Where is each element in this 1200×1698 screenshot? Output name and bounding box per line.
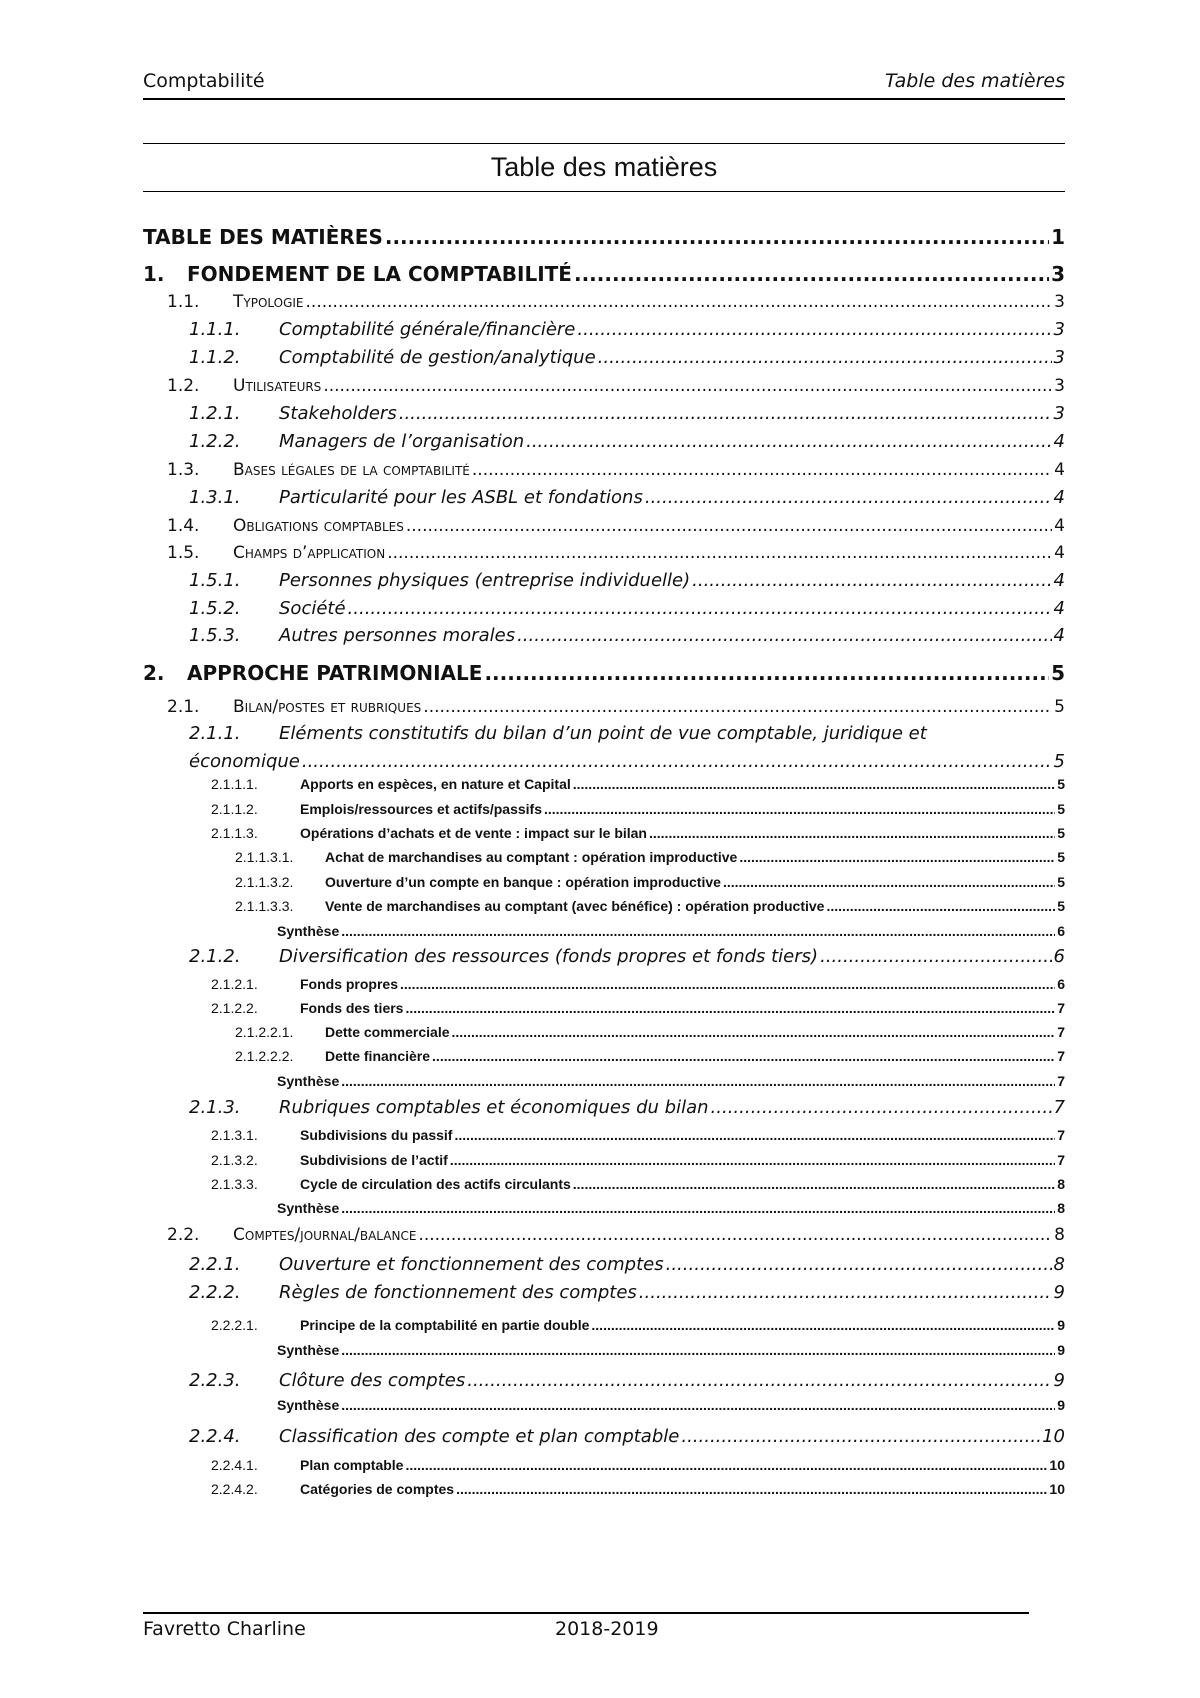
toc-entry[interactable] bbox=[167, 1225, 1065, 1249]
toc-entry-number: 2.1.1.1. bbox=[211, 776, 258, 792]
toc-entry-text: Synthèse bbox=[277, 1200, 340, 1216]
toc-leader-dots bbox=[639, 1282, 1052, 1303]
toc-entry-number: 2.1.1. bbox=[189, 723, 241, 744]
toc-entry[interactable] bbox=[189, 487, 1065, 513]
toc-entry-text: Clôture des comptes bbox=[279, 1370, 466, 1391]
toc-entry-text: Champs d’application bbox=[233, 543, 386, 563]
toc-entry-text: Règles de fonctionnement des comptes bbox=[279, 1282, 637, 1303]
toc-entry-text: Dette commerciale bbox=[325, 1024, 450, 1040]
toc-entry-text: Emplois/ressources et actifs/passifs bbox=[300, 801, 542, 817]
toc-entry-number: 1.2.1. bbox=[189, 403, 241, 424]
toc-leader-dots bbox=[574, 262, 1049, 286]
toc-entry[interactable] bbox=[235, 1024, 1065, 1044]
toc-entry-page: 8 bbox=[1057, 1200, 1065, 1216]
page-header bbox=[143, 70, 1065, 100]
toc-entry-number: 1.5.3. bbox=[189, 625, 241, 646]
toc-entry-number: 1.1. bbox=[167, 292, 200, 312]
toc-leader-dots bbox=[573, 1176, 1055, 1192]
toc-entry-page: 8 bbox=[1057, 1176, 1065, 1192]
toc-entry-number: 2.1.2. bbox=[189, 946, 241, 967]
toc-entry-text: Utilisateurs bbox=[233, 376, 322, 396]
toc-entry-page: 5 bbox=[1057, 874, 1065, 890]
toc-entry[interactable] bbox=[235, 898, 1065, 918]
toc-entry-page: 3 bbox=[1051, 262, 1065, 286]
toc-entry-page: 7 bbox=[1057, 1024, 1065, 1040]
toc-entry-page: 10 bbox=[1049, 1481, 1065, 1497]
toc-entry-text: Ouverture et fonctionnement des comptes bbox=[279, 1254, 664, 1275]
toc-entry[interactable] bbox=[189, 319, 1065, 345]
toc-entry-text: Bilan/postes et rubriques bbox=[233, 697, 422, 717]
toc-entry[interactable] bbox=[167, 460, 1065, 484]
toc-entry-number: 2.2. bbox=[167, 1225, 200, 1245]
toc-entry-text: Autres personnes morales bbox=[279, 625, 516, 646]
toc-entry-page: 1 bbox=[1051, 225, 1065, 249]
toc-entry-text: Principe de la comptabilité en partie double bbox=[300, 1317, 590, 1333]
footer-author: Favretto Charline bbox=[143, 1618, 306, 1640]
toc-entry-number: 1.1.2. bbox=[189, 347, 241, 368]
toc-entry-page: 9 bbox=[1053, 1370, 1065, 1391]
toc-entry[interactable] bbox=[211, 1000, 1065, 1020]
toc-leader-dots bbox=[432, 1048, 1055, 1064]
toc-entry-text: Typologie bbox=[233, 292, 304, 312]
toc-entry-text: Fonds propres bbox=[300, 976, 399, 992]
toc-leader-dots bbox=[739, 849, 1055, 865]
toc-entry-number: 2.2.2.1. bbox=[211, 1317, 258, 1333]
toc-entry[interactable] bbox=[143, 225, 1065, 253]
toc-entry[interactable] bbox=[189, 1426, 1065, 1452]
toc-entry[interactable] bbox=[235, 874, 1065, 894]
toc-entry-text: Cycle de circulation des actifs circulants bbox=[300, 1176, 571, 1192]
toc-entry-page: 10 bbox=[1049, 1457, 1065, 1473]
toc-leader-dots bbox=[341, 1200, 1055, 1216]
toc-entry-page: 5 bbox=[1051, 661, 1065, 685]
toc-entry[interactable] bbox=[211, 825, 1065, 845]
toc-entry-page: 4 bbox=[1053, 570, 1065, 591]
toc-entry-page: 7 bbox=[1053, 1097, 1065, 1118]
toc-entry-number: 2.2.4.2. bbox=[211, 1481, 258, 1497]
toc-entry[interactable] bbox=[189, 403, 1065, 429]
toc-entry-text: Apports en espèces, en nature et Capital bbox=[300, 776, 571, 792]
footer-rule bbox=[143, 1612, 1029, 1614]
toc-entry-page: 5 bbox=[1057, 898, 1065, 914]
toc-entry-text: Achat de marchandises au comptant : opération improductive bbox=[325, 849, 738, 865]
toc-leader-dots bbox=[573, 776, 1055, 792]
toc-entry-text: Ouverture d’un compte en banque : opération improductive bbox=[325, 874, 721, 890]
toc-entry-text: Synthèse bbox=[277, 923, 340, 939]
toc-entry-number: 1.2.2. bbox=[189, 431, 241, 452]
toc-entry[interactable] bbox=[167, 376, 1065, 400]
toc-entry-text: Société bbox=[279, 598, 346, 619]
toc-entry-text: Comptabilité générale/financière bbox=[279, 319, 576, 340]
toc-entry-number: 1.3. bbox=[167, 460, 200, 480]
toc-entry-page: 4 bbox=[1053, 598, 1065, 619]
toc-leader-dots bbox=[484, 661, 1049, 685]
toc-entry-page: 8 bbox=[1053, 1254, 1065, 1275]
toc-entry-page: 4 bbox=[1053, 625, 1065, 646]
toc-entry-continuation[interactable] bbox=[189, 751, 1065, 777]
toc-entry-number: 1.5.1. bbox=[189, 570, 241, 591]
toc-entry-text: Personnes physiques (entreprise individuelle) bbox=[279, 570, 691, 591]
toc-entry-page: 4 bbox=[1054, 460, 1065, 480]
toc-entry[interactable] bbox=[189, 625, 1065, 651]
toc-entry-page: 6 bbox=[1053, 946, 1065, 967]
toc-leader-dots bbox=[645, 487, 1052, 508]
toc-leader-dots bbox=[341, 1342, 1055, 1358]
toc-leader-dots bbox=[591, 1317, 1055, 1333]
toc-leader-dots bbox=[399, 403, 1052, 424]
toc-entry-text: Synthèse bbox=[277, 1342, 340, 1358]
toc-entry-page: 5 bbox=[1053, 751, 1065, 772]
toc-leader-dots bbox=[450, 1152, 1055, 1168]
toc-entry-text: économique bbox=[189, 751, 300, 772]
toc-leader-dots bbox=[323, 376, 1052, 396]
toc-entry[interactable] bbox=[189, 1097, 1065, 1123]
toc-entry-page: 4 bbox=[1054, 516, 1065, 536]
toc-leader-dots bbox=[472, 460, 1052, 480]
toc-entry-page: 7 bbox=[1057, 1152, 1065, 1168]
toc-entry-page: 3 bbox=[1054, 292, 1065, 312]
toc-entry-number: 2.1. bbox=[167, 697, 200, 717]
toc-entry-number: 2.1.1.3.1. bbox=[235, 849, 294, 865]
toc-entry-text: FONDEMENT DE LA COMPTABILITÉ bbox=[187, 262, 572, 286]
toc-entry[interactable] bbox=[277, 1397, 1065, 1417]
toc-entry-number: 1.1.1. bbox=[189, 319, 241, 340]
toc-entry-text: Synthèse bbox=[277, 1397, 340, 1413]
toc-entry-number: 1.4. bbox=[167, 516, 200, 536]
toc-entry-page: 5 bbox=[1057, 849, 1065, 865]
toc-leader-dots bbox=[517, 625, 1051, 646]
toc-leader-dots bbox=[405, 1457, 1047, 1473]
toc-entry-number: 1.5. bbox=[167, 543, 200, 563]
toc-entry[interactable] bbox=[189, 431, 1065, 457]
toc-entry-text: Obligations comptables bbox=[233, 516, 404, 536]
toc-entry-text: Rubriques comptables et économiques du bilan bbox=[279, 1097, 709, 1118]
header-left-title: Comptabilité bbox=[143, 70, 265, 92]
toc-entry-number: 1.3.1. bbox=[189, 487, 241, 508]
toc-entry-page: 9 bbox=[1057, 1397, 1065, 1413]
toc-leader-dots bbox=[692, 570, 1051, 591]
toc-entry[interactable] bbox=[211, 1457, 1065, 1477]
toc-entry[interactable] bbox=[211, 1176, 1065, 1196]
toc-entry-number: 2.2.2. bbox=[189, 1282, 241, 1303]
toc-leader-dots bbox=[544, 801, 1055, 817]
toc-entry-page: 5 bbox=[1054, 697, 1065, 717]
toc-leader-dots bbox=[423, 697, 1052, 717]
toc-entry-page: 6 bbox=[1057, 923, 1065, 939]
toc-entry-page: 9 bbox=[1053, 1282, 1065, 1303]
toc-entry-number: 2.1.1.3.2. bbox=[235, 874, 294, 890]
header-right-title: Table des matières bbox=[885, 70, 1065, 92]
toc-leader-dots bbox=[723, 874, 1055, 890]
toc-entry-page: 5 bbox=[1057, 825, 1065, 841]
toc-entry-number: 2. bbox=[143, 661, 165, 685]
toc-entry[interactable] bbox=[189, 598, 1065, 624]
toc-entry[interactable] bbox=[211, 776, 1065, 796]
toc-entry[interactable] bbox=[143, 262, 1065, 290]
toc-entry-text: Managers de l’organisation bbox=[279, 431, 525, 452]
toc-entry-page: 5 bbox=[1057, 776, 1065, 792]
footer-year: 2018-2019 bbox=[555, 1618, 659, 1640]
toc-entry[interactable] bbox=[189, 723, 1065, 744]
toc-leader-dots bbox=[666, 1254, 1052, 1275]
toc-entry-page: 3 bbox=[1053, 403, 1065, 424]
toc-entry-page: 4 bbox=[1053, 487, 1065, 508]
toc-entry[interactable] bbox=[189, 1254, 1065, 1280]
toc-entry-page: 3 bbox=[1053, 347, 1065, 368]
toc-leader-dots bbox=[526, 431, 1051, 452]
toc-entry-text: Particularité pour les ASBL et fondations bbox=[279, 487, 643, 508]
toc-entry-page: 8 bbox=[1054, 1225, 1065, 1245]
toc-entry-page: 4 bbox=[1054, 543, 1065, 563]
toc-entry[interactable] bbox=[211, 1481, 1065, 1501]
toc-entry-page: 7 bbox=[1057, 1048, 1065, 1064]
toc-entry-page: 7 bbox=[1057, 1127, 1065, 1143]
toc-entry-number: 2.1.2.1. bbox=[211, 976, 258, 992]
toc-entry-number: 2.1.2.2.2. bbox=[235, 1048, 294, 1064]
toc-entry[interactable] bbox=[167, 292, 1065, 316]
toc-entry-number: 2.1.1.3. bbox=[211, 825, 258, 841]
toc-leader-dots bbox=[577, 319, 1051, 340]
toc-entry-number: 2.2.3. bbox=[189, 1370, 241, 1391]
toc-entry-number: 2.1.1.2. bbox=[211, 801, 258, 817]
toc-entry-page: 3 bbox=[1054, 376, 1065, 396]
toc-entry-text: Eléments constitutifs du bilan d’un point de vue comptable, juridique et bbox=[279, 723, 927, 744]
toc-entry-text: Comptabilité de gestion/analytique bbox=[279, 347, 596, 368]
toc-leader-dots bbox=[302, 751, 1052, 772]
toc-entry-text: Dette financière bbox=[325, 1048, 431, 1064]
toc-entry-page: 6 bbox=[1057, 976, 1065, 992]
toc-leader-dots bbox=[820, 946, 1051, 967]
toc-leader-dots bbox=[456, 1481, 1047, 1497]
toc-title-block bbox=[143, 143, 1065, 192]
toc-entry-text: Opérations d’achats et de vente : impact sur le bilan bbox=[300, 825, 647, 841]
toc-entry-page: 9 bbox=[1057, 1317, 1065, 1333]
toc-entry-text: Synthèse bbox=[277, 1073, 340, 1089]
toc-entry-text: Subdivisions de l’actif bbox=[300, 1152, 448, 1168]
toc-entry[interactable] bbox=[189, 946, 1065, 972]
toc-entry[interactable] bbox=[189, 347, 1065, 373]
toc-entry[interactable] bbox=[167, 697, 1065, 721]
toc-entry-text: Catégories de comptes bbox=[300, 1481, 455, 1497]
toc-entry[interactable] bbox=[143, 661, 1065, 689]
toc-leader-dots bbox=[454, 1127, 1055, 1143]
toc-entry-text: Stakeholders bbox=[279, 403, 397, 424]
toc-leader-dots bbox=[385, 225, 1049, 249]
toc-leader-dots bbox=[711, 1097, 1052, 1118]
toc-entry[interactable] bbox=[211, 1317, 1065, 1337]
toc-entry[interactable] bbox=[211, 801, 1065, 821]
toc-leader-dots bbox=[341, 1073, 1055, 1089]
toc-entry-page: 9 bbox=[1057, 1342, 1065, 1358]
toc-entry-page: 4 bbox=[1053, 431, 1065, 452]
toc-entry-number: 2.1.3. bbox=[189, 1097, 241, 1118]
toc-entry[interactable] bbox=[235, 849, 1065, 869]
toc-entry-number: 2.1.2.2.1. bbox=[235, 1024, 294, 1040]
toc-entry-number: 2.2.1. bbox=[189, 1254, 241, 1275]
toc-entry-number: 1.5.2. bbox=[189, 598, 241, 619]
toc-entry[interactable] bbox=[277, 1342, 1065, 1362]
toc-entry-text: Vente de marchandises au comptant (avec bénéfice) : opération productive bbox=[325, 898, 825, 914]
toc-leader-dots bbox=[598, 347, 1052, 368]
toc-entry-text: Bases légales de la comptabilité bbox=[233, 460, 470, 480]
toc-entry[interactable] bbox=[189, 570, 1065, 596]
toc-leader-dots bbox=[826, 898, 1055, 914]
toc-entry-page: 7 bbox=[1057, 1073, 1065, 1089]
toc-entry[interactable] bbox=[277, 1200, 1065, 1220]
toc-entry-number: 2.1.1.3.3. bbox=[235, 898, 294, 914]
toc-leader-dots bbox=[467, 1370, 1051, 1391]
toc-entry[interactable] bbox=[189, 1370, 1065, 1396]
toc-leader-dots bbox=[341, 923, 1055, 939]
toc-entry-text: TABLE DES MATIÈRES bbox=[143, 225, 383, 249]
toc-leader-dots bbox=[400, 976, 1055, 992]
page-title: Table des matières bbox=[490, 152, 718, 182]
toc-leader-dots bbox=[418, 1225, 1052, 1245]
toc-entry-number: 2.2.4. bbox=[189, 1426, 241, 1447]
toc-entry[interactable] bbox=[211, 1127, 1065, 1147]
toc-leader-dots bbox=[306, 292, 1053, 312]
toc-entry-number: 2.1.3.2. bbox=[211, 1152, 258, 1168]
toc-entry-page: 7 bbox=[1057, 1000, 1065, 1016]
toc-entry-text: APPROCHE PATRIMONIALE bbox=[187, 661, 483, 685]
toc-leader-dots bbox=[649, 825, 1055, 841]
toc-entry-text: Classification des compte et plan comptable bbox=[279, 1426, 680, 1447]
toc-entry[interactable] bbox=[167, 543, 1065, 567]
toc-entry-number: 2.1.3.1. bbox=[211, 1127, 258, 1143]
toc-entry[interactable] bbox=[235, 1048, 1065, 1068]
toc-entry-page: 5 bbox=[1057, 801, 1065, 817]
toc-leader-dots bbox=[341, 1397, 1055, 1413]
toc-entry-text: Subdivisions du passif bbox=[300, 1127, 453, 1143]
toc-entry-number: 2.2.4.1. bbox=[211, 1457, 258, 1473]
toc-entry-text: Plan comptable bbox=[300, 1457, 404, 1473]
toc-entry[interactable] bbox=[189, 1282, 1065, 1308]
toc-leader-dots bbox=[406, 516, 1052, 536]
toc-entry-text: Fonds des tiers bbox=[300, 1000, 404, 1016]
toc-leader-dots bbox=[348, 598, 1052, 619]
toc-entry[interactable] bbox=[277, 923, 1065, 943]
toc-entry-page: 3 bbox=[1053, 319, 1065, 340]
toc-entry-number: 1. bbox=[143, 262, 165, 286]
toc-entry[interactable] bbox=[167, 516, 1065, 540]
toc-leader-dots bbox=[681, 1426, 1040, 1447]
toc-entry-number: 2.1.3.3. bbox=[211, 1176, 258, 1192]
toc-entry[interactable] bbox=[211, 976, 1065, 996]
toc-entry-number: 1.2. bbox=[167, 376, 200, 396]
toc-entry-page: 10 bbox=[1042, 1426, 1065, 1447]
toc-leader-dots bbox=[405, 1000, 1055, 1016]
toc-leader-dots bbox=[387, 543, 1052, 563]
toc-entry-text: Diversification des ressources (fonds propres et fonds tiers) bbox=[279, 946, 819, 967]
toc-entry[interactable] bbox=[211, 1152, 1065, 1172]
toc-entry-number: 2.1.2.2. bbox=[211, 1000, 258, 1016]
toc-entry[interactable] bbox=[277, 1073, 1065, 1093]
toc-entry-text: Comptes/journal/balance bbox=[233, 1225, 417, 1245]
toc-leader-dots bbox=[452, 1024, 1056, 1040]
